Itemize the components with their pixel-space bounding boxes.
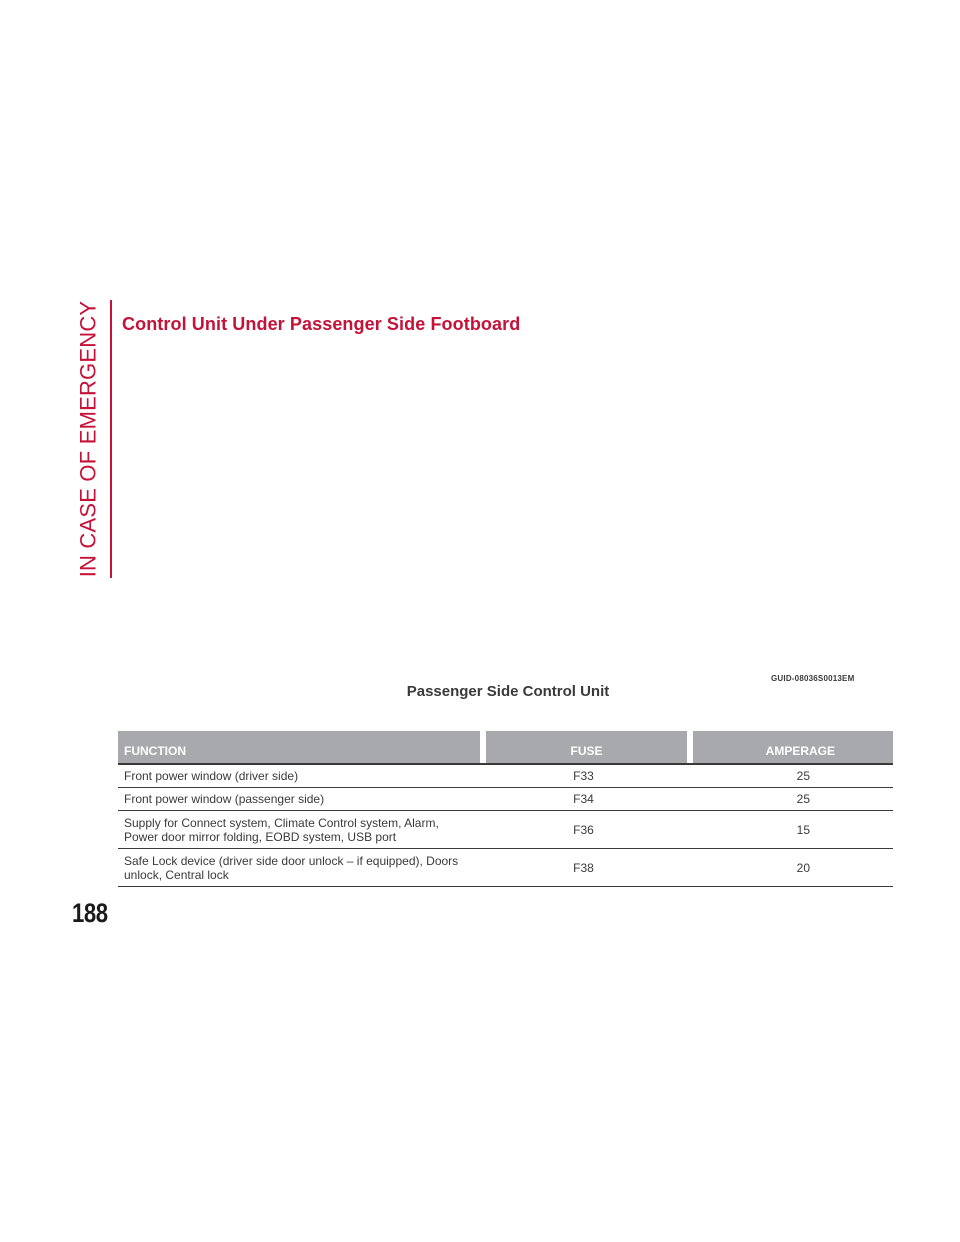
cell-amperage: 25 [796, 792, 810, 806]
table-row [118, 765, 893, 788]
section-title: Control Unit Under Passenger Side Footboard [122, 314, 521, 334]
cell-function-line: Supply for Connect system, Climate Control system, Alarm, [124, 815, 439, 830]
cell-function-line: Safe Lock device (driver side door unlock – if equipped), Doors [124, 853, 459, 868]
table-row [118, 788, 893, 811]
cell-amperage: 25 [796, 769, 810, 783]
cell-amperage: 20 [796, 860, 810, 875]
cell-fuse: F33 [573, 769, 594, 783]
column-header-function: FUNCTION [118, 731, 480, 763]
cell-function-line: Power door mirror folding, EOBD system, USB port [124, 829, 397, 844]
cell-function: Front power window (passenger side) [124, 792, 325, 806]
cell-function [118, 816, 480, 844]
chapter-label: IN CASE OF EMERGENCY [75, 300, 100, 578]
chapter-divider-line [110, 300, 112, 578]
table-row [118, 849, 893, 887]
figure-id: GUID-08036S0013EM [771, 674, 855, 683]
column-header-fuse: FUSE [480, 731, 687, 763]
figure-caption: Passenger Side Control Unit [406, 683, 610, 700]
table-header [118, 731, 893, 765]
cell-function [118, 854, 480, 882]
page-number: 188 [72, 898, 108, 928]
cell-function-line: unlock, Central lock [124, 867, 229, 882]
cell-amperage: 15 [796, 822, 810, 837]
cell-fuse: F36 [573, 822, 594, 837]
column-header-amperage: AMPERAGE [687, 731, 893, 763]
fuse-table [118, 731, 893, 887]
cell-function: Front power window (driver side) [124, 769, 299, 783]
table-row [118, 811, 893, 849]
chapter-side-tab [72, 300, 104, 578]
cell-fuse: F34 [573, 792, 594, 806]
cell-fuse: F38 [573, 860, 594, 875]
